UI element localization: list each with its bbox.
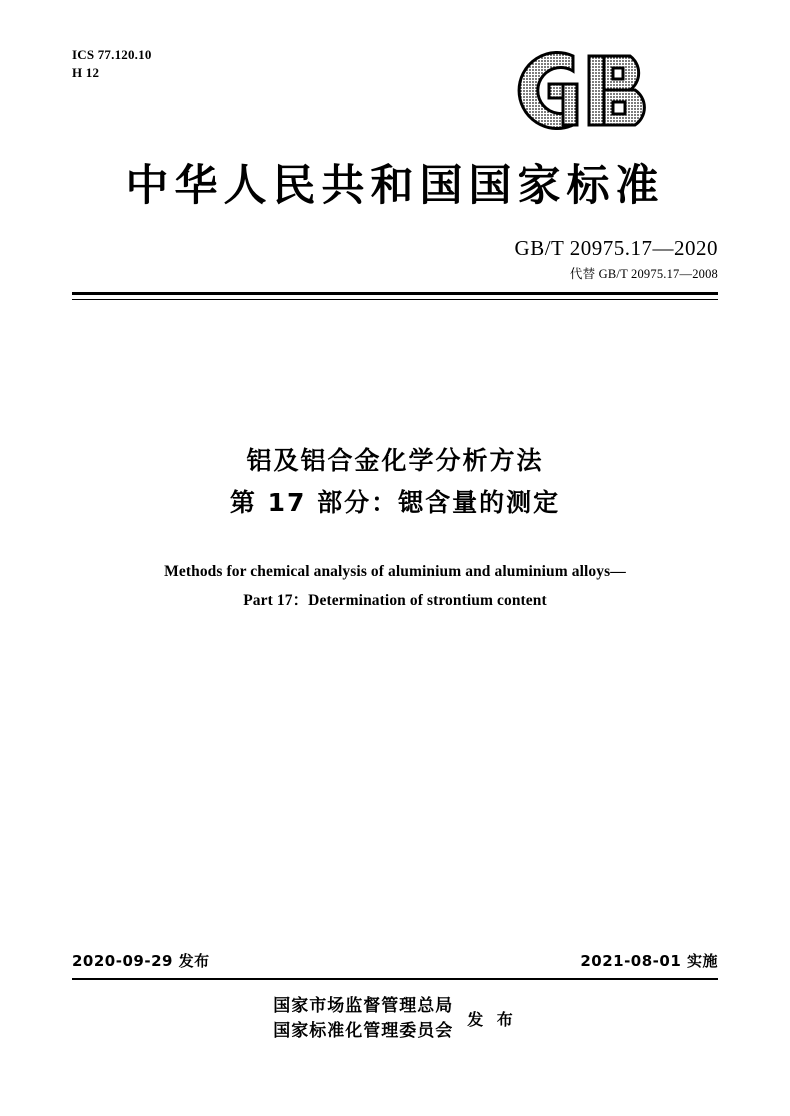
document-title-cn-line1: 铝及铝合金化学分析方法	[246, 446, 544, 475]
classification-block	[72, 46, 152, 81]
issue-date: 2020-09-29 发布	[72, 952, 210, 970]
document-title-en-line2: Part 17：Determination of strontium content	[243, 591, 547, 609]
standard-replaces: 代替 GB/T 20975.17—2008	[569, 267, 718, 281]
issuer-names	[273, 994, 453, 1043]
issuer-block	[0, 994, 790, 1043]
divider-bottom	[72, 978, 718, 980]
document-title-cn-line2: 第 17 部分：锶含量的测定	[229, 488, 561, 517]
divider-thin-top	[72, 299, 718, 300]
document-title-cn	[0, 440, 790, 524]
document-title-en	[0, 558, 790, 615]
divider-thick-top	[72, 292, 718, 295]
document-title-en-line1: Methods for chemical analysis of aluminium and aluminium alloys—	[164, 563, 626, 580]
national-standard-title: 中华人民共和国国家标准	[125, 161, 665, 211]
standard-number: GB/T 20975.17—2020	[514, 236, 718, 260]
gb-logo-icon	[505, 48, 685, 133]
effective-date: 2021-08-01 实施	[580, 952, 718, 970]
standard-number-block	[515, 236, 718, 282]
publish-label: 发 布	[467, 1010, 517, 1030]
ccs-code: H 12	[72, 64, 100, 80]
ics-code: ICS 77.120.10	[72, 47, 152, 62]
issuer-line-2: 国家标准化管理委员会	[273, 1020, 454, 1041]
issuer-line-1: 国家市场监督管理总局	[273, 996, 454, 1016]
